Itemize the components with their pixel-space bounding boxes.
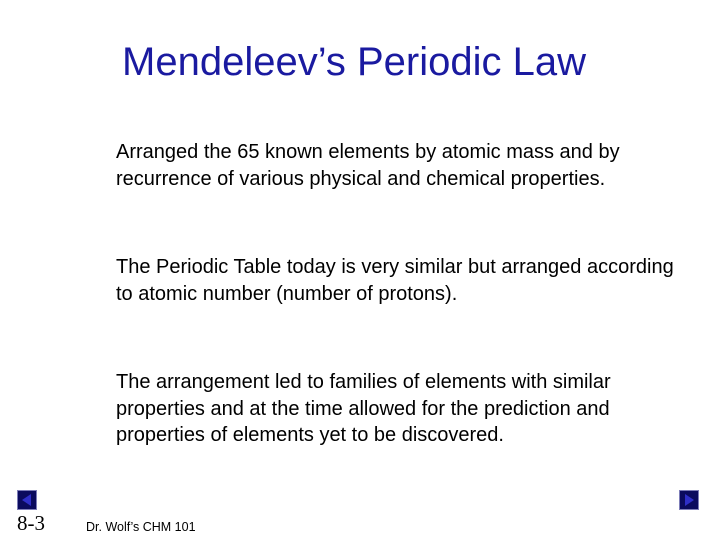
triangle-left-icon xyxy=(18,491,36,509)
slide-title: Mendeleev’s Periodic Law xyxy=(122,40,586,84)
previous-slide-button[interactable] xyxy=(17,490,37,510)
slide-number: 8-3 xyxy=(17,511,45,535)
next-slide-button[interactable] xyxy=(679,490,699,510)
paragraph-atomic-mass: Arranged the 65 known elements by atomic mass and by recurrence of various physical and chemical properties. xyxy=(116,141,620,190)
paragraph-families: The arrangement led to families of elements with similar properties and at the time allowed for the prediction and properties of elements yet to be discovered. xyxy=(116,371,611,446)
paragraph-atomic-number: The Periodic Table today is very similar but arranged according to atomic number (number of protons). xyxy=(116,256,674,305)
footer-text: Dr. Wolf’s CHM 101 xyxy=(86,520,196,534)
triangle-right-icon xyxy=(680,491,698,509)
